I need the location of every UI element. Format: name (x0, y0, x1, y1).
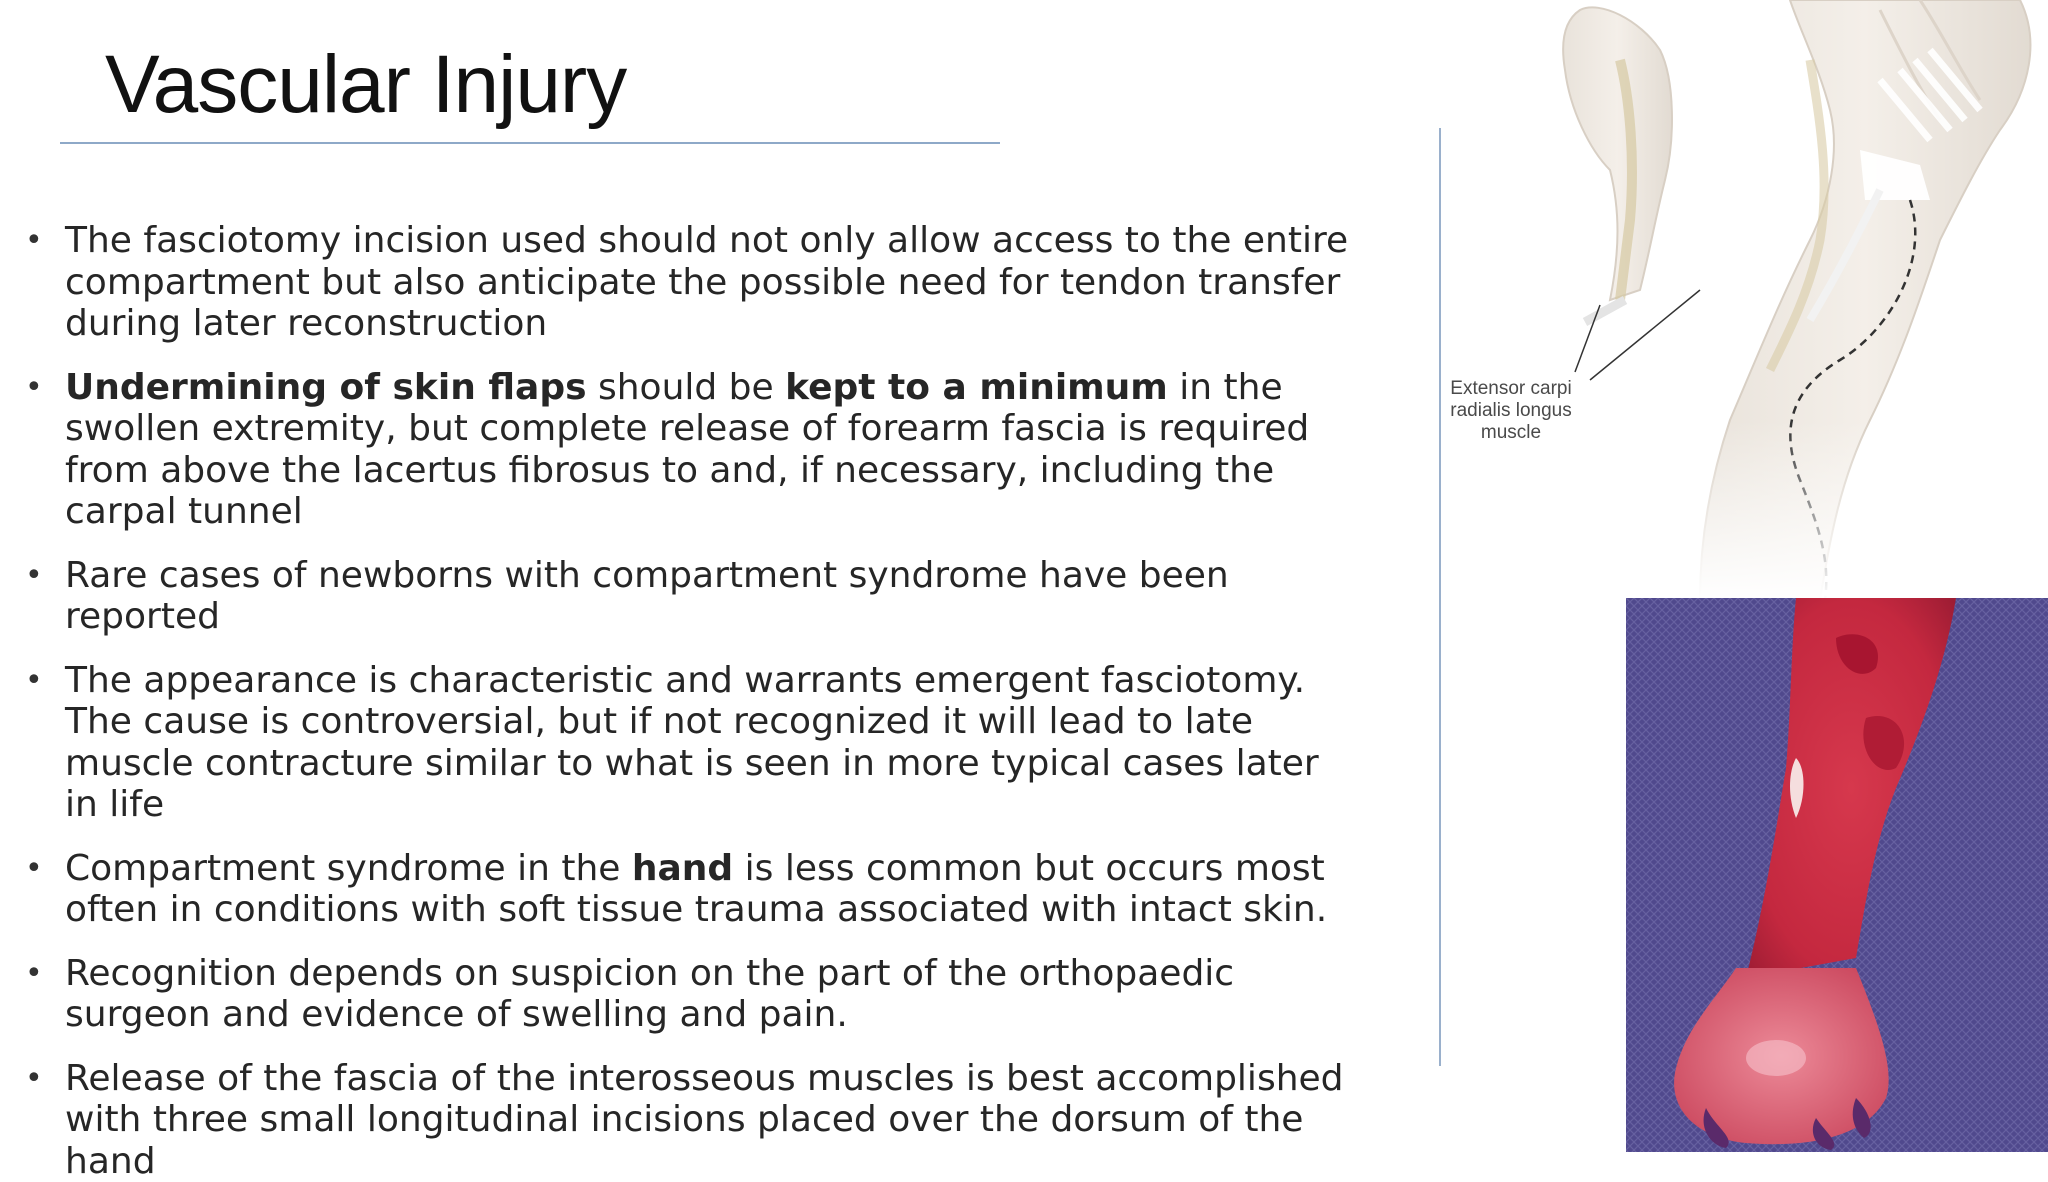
figure-label-line: radialis longus (1436, 400, 1586, 422)
bullet-text: is less common but occurs most often in conditions with soft tissue trauma associated with intact skin. (65, 848, 1327, 931)
bullet-text: should be (587, 367, 786, 408)
bullet-dot-icon: • (25, 367, 43, 409)
bullet-item (20, 220, 1350, 345)
bullet-item (20, 953, 1350, 1036)
bullet-dot-icon: • (25, 848, 43, 890)
clinical-photo (1626, 598, 2048, 1152)
bullet-text: Rare cases of newborns with compartment syndrome have been reported (65, 555, 1229, 638)
figure-label-line: Extensor carpi (1436, 378, 1586, 400)
bullet-text: Compartment syndrome in the (65, 848, 632, 889)
bullet-item (20, 660, 1350, 826)
bullet-text: The appearance is characteristic and warrants emergent fasciotomy. The cause is controversial, but if not recognized it will lead to late muscle contracture similar to what is seen in more typical cases later in life (65, 660, 1319, 826)
bullet-item (20, 1058, 1350, 1182)
title-underline (60, 142, 1000, 144)
bullet-text-bold: kept to a minimum (785, 367, 1168, 408)
bullet-dot-icon: • (25, 220, 43, 262)
bullet-list (20, 220, 1350, 1152)
bullet-item (20, 367, 1350, 533)
bullet-text: The fasciotomy incision used should not only allow access to the entire compartment but also anticipate the possible need for tendon transfer during later reconstruction (65, 220, 1348, 344)
bullet-text-bold: Undermining of skin flaps (65, 367, 587, 408)
bullet-item (20, 848, 1350, 931)
bullet-text-bold: hand (632, 848, 733, 889)
bullet-text: Recognition depends on suspicion on the part of the orthopaedic surgeon and evidence of swelling and pain. (65, 953, 1234, 1036)
slide-title: Vascular Injury (105, 38, 626, 132)
figure-label (1436, 378, 1586, 444)
bullet-dot-icon: • (25, 555, 43, 597)
vertical-divider (1439, 128, 1441, 1066)
forearm-illustration (1460, 0, 2048, 600)
figure-label-line: muscle (1436, 422, 1586, 444)
bullet-dot-icon: • (25, 1058, 43, 1100)
bullet-dot-icon: • (25, 660, 43, 702)
bullet-text: in the swollen extremity, but complete release of forearm fascia is required from above the lacertus fibrosus to and, if necessary, including the carpal tunnel (65, 367, 1309, 533)
bullet-item (20, 555, 1350, 638)
bullet-text: Release of the fascia of the interosseous muscles is best accomplished with three small longitudinal incisions placed over the dorsum of the hand (65, 1058, 1344, 1182)
bullet-dot-icon: • (25, 953, 43, 995)
